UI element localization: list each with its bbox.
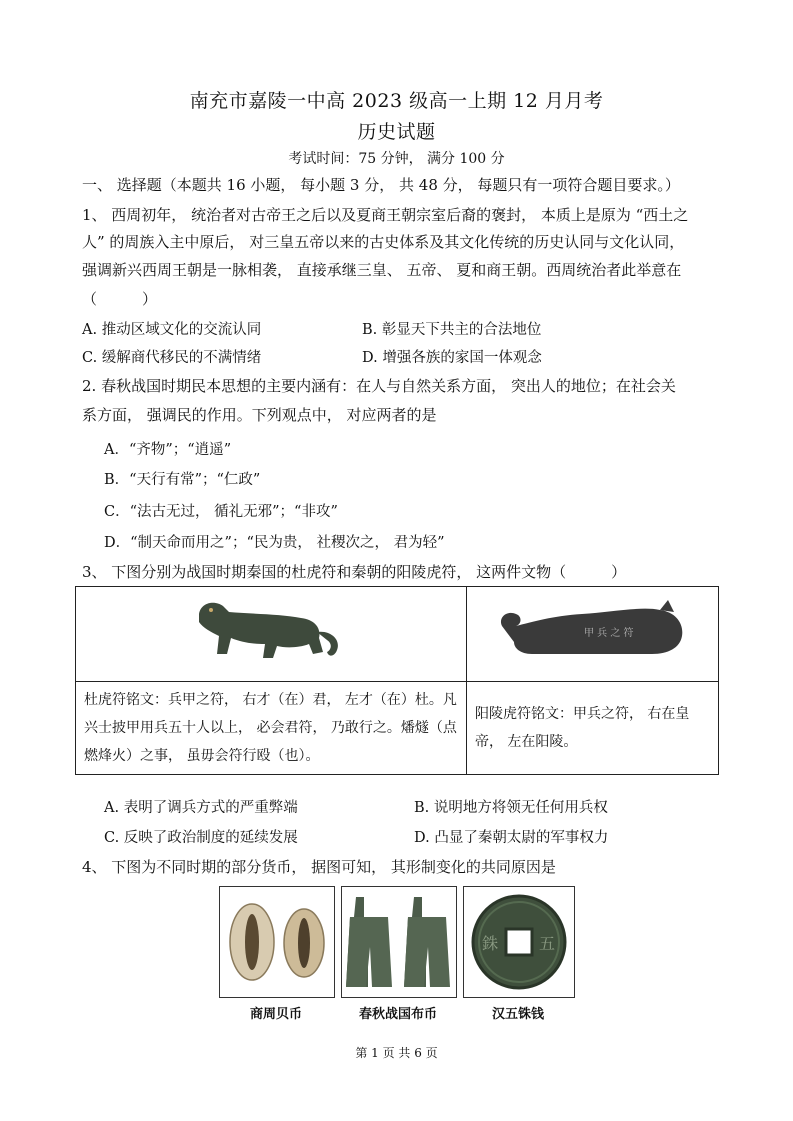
yangling-tiger-tally-image <box>466 587 718 682</box>
tiger-tally-icon <box>181 592 361 672</box>
q2-line-1: 2. 春秋战国时期民本思想的主要内涵有：在人与自然关系方面， 突出人的地位；在社会关 <box>82 377 676 395</box>
svg-text:五: 五 <box>539 934 556 953</box>
q4-stem: 4、 下图为不同时期的部分货币， 据图可知， 其形制变化的共同原因是 <box>82 858 556 876</box>
wuzhu-coin-image <box>463 886 575 998</box>
q1-option-b: B. 彰显天下共主的合法地位 <box>362 322 542 338</box>
spade-coin-icon <box>342 887 456 997</box>
cowrie-shell-icon <box>220 887 334 997</box>
wuzhu-coin-icon <box>464 887 574 997</box>
du-tally-inscription: 杜虎符铭文：兵甲之符， 右才（在）君， 左才（在）杜。凡兴士披甲用兵五十人以上， 必会君符， 乃敢行之。燔燧（点燃烽火）之事， 虽毋会符行殴（也）。 <box>76 682 467 775</box>
spade-money-image <box>341 886 457 998</box>
q1-option-c: C. 缓解商代移民的不满情绪 <box>82 350 262 366</box>
q1-option-d: D. 增强各族的家国一体观念 <box>362 350 542 366</box>
q2-option-d: D．“制天命而用之”；“民为贵， 社稷次之， 君为轻” <box>104 535 445 551</box>
q1-option-a: A. 推动区域文化的交流认同 <box>82 322 262 338</box>
page-number: 第 1 页 共 6 页 <box>355 1046 438 1060</box>
svg-text:甲 兵 之 符: 甲 兵 之 符 <box>584 628 635 639</box>
q3-option-b: B. 说明地方将领无任何用兵权 <box>414 800 608 816</box>
caption-shell-money: 商周贝币 <box>249 1007 302 1022</box>
q1-line-1: 1、 西周初年， 统治者对古帝王之后以及夏商王朝宗室后裔的褒封， 本质上是原为 “西土之 <box>82 206 689 224</box>
q2-option-a: A．“齐物”；“逍遥” <box>104 442 232 458</box>
exam-info: 考试时间：75 分钟， 满分 100 分 <box>288 151 505 167</box>
section-heading: 一、 选择题（本题共 16 小题， 每小题 3 分， 共 48 分， 每题只有一项符合题目要求。） <box>82 176 680 194</box>
q1-line-2: 人” 的周族入主中原后， 对三皇五帝以来的古史体系及其文化传统的历史认同与文化认同， <box>82 233 685 251</box>
q2-option-b: B．“天行有常”；“仁政” <box>104 472 261 488</box>
tiger-tally-icon <box>492 592 692 672</box>
caption-spade-money: 春秋战国布币 <box>358 1007 437 1022</box>
exam-subject: 历史试题 <box>357 121 436 143</box>
q1-line-3: 强调新兴西周王朝是一脉相袭， 直接承继三皇、 五帝、 夏和商王朝。西周统治者此举意在 <box>82 261 682 279</box>
q1-line-4: （ ） <box>82 290 158 308</box>
q3-table <box>75 586 719 775</box>
yangling-tally-inscription: 阳陵虎符铭文：甲兵之符， 右在皇帝， 左在阳陵。 <box>466 682 718 775</box>
q3-option-c: C. 反映了政治制度的延续发展 <box>104 830 298 846</box>
q3-option-d: D. 凸显了秦朝太尉的军事权力 <box>414 830 609 846</box>
q3-stem: 3、 下图分别为战国时期秦国的杜虎符和秦朝的阳陵虎符， 这两件文物（ ） <box>82 563 627 581</box>
caption-wuzhu-coin: 汉五铢钱 <box>491 1007 544 1022</box>
du-tiger-tally-image <box>76 587 467 682</box>
q2-line-2: 系方面， 强调民的作用。下列观点中， 对应两者的是 <box>82 406 437 424</box>
q3-option-a: A. 表明了调兵方式的严重弊端 <box>104 800 298 816</box>
exam-title: 南充市嘉陵一中高 2023 级高一上期 12 月月考 <box>189 90 604 112</box>
svg-text:銖: 銖 <box>482 934 499 953</box>
q2-option-c: C．“法古无过， 循礼无邪”；“非攻” <box>104 504 338 520</box>
shell-money-image <box>219 886 335 998</box>
